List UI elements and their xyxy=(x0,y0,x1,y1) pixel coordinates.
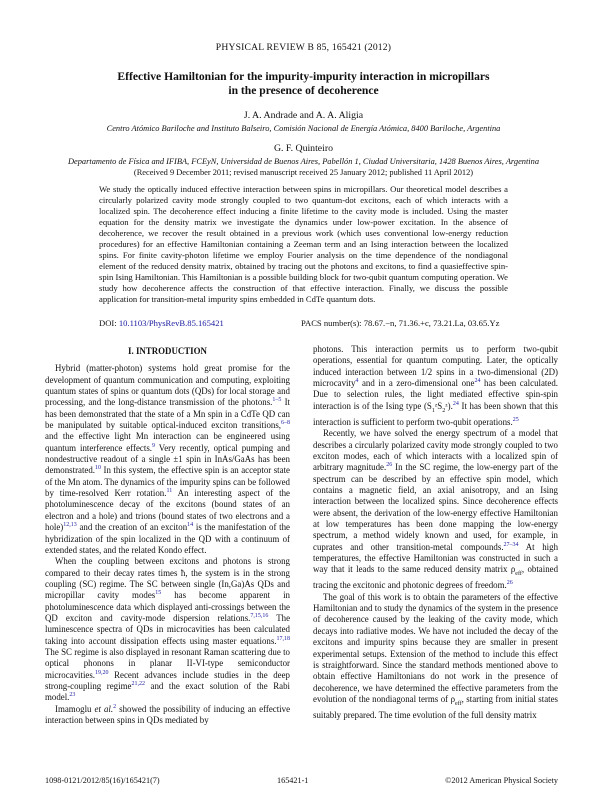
affiliation-2: Departamento de Física and IFIBA, FCEyN, Universidad de Buenos Aires, Pabellón 1, Ciudad Universitaria, 1428 Buenos Aires, Argentina xyxy=(67,157,540,166)
paragraph: Imamoglu et al.$^2$ showed the possibility of inducing an effective interaction between spins in QDs mediated by xyxy=(45,703,291,725)
ref[interactable]: 14 xyxy=(187,522,194,529)
journal-header: PHYSICAL REVIEW B 85, 165421 (2012) xyxy=(215,42,392,53)
ref[interactable]: 21,22 xyxy=(131,681,145,687)
doi-link[interactable]: 10.1103/PhysRevB.85.165421 xyxy=(118,318,224,328)
affiliation-1: Centro Atómico Bariloche and Instituto Balseiro, Comisión Nacional de Energía Atómica, 8400 Bariloche, Argentina xyxy=(106,124,501,133)
page-number: 165421-1 xyxy=(277,776,309,785)
ref[interactable]: 26 xyxy=(506,580,513,587)
footer-issn: 1098-0121/2012/85(16)/165421(7) xyxy=(45,776,160,785)
ref[interactable]: 17,18 xyxy=(276,635,290,642)
title-line-2: in the presence of decoherence xyxy=(228,84,379,97)
doi-label: DOI: xyxy=(99,318,117,328)
ref[interactable]: 7,15,16 xyxy=(250,612,269,619)
ref[interactable]: 10 xyxy=(95,465,102,472)
doi-line xyxy=(99,318,508,328)
title-line-1: Effective Hamiltonian for the impurity-impurity interaction in micropillars xyxy=(117,70,490,83)
right-column xyxy=(313,344,558,721)
paragraph: Hybrid (matter-photon) systems hold great promise for the development of quantum communication and computing, exploiting quantum states of spins or quantum dots (QDs) for local storage and processing, and the long-distance transmission of the photons.$^{1-5}$ It has been demonstrated that the state of a Mn spin in a CdTe QD can be manipulated by suitable optical-induced exciton transitions,$^{6-8}$ and the effective light Mn interaction can be engineered using quantum interference effects.$^9$ Very recently, optical pumping and nondestructive readout of a single ±1 spin in InAs/GaAs has been demonstrated.$^{10}$ In this system, the effective spin is an acceptor state of the Mn atom. The dynamics of the impurity spins can be followed by time-resolved Kerr rotation.$^{11}$ An interesting aspect of the photoluminescence decay of the excitons (bound states of an electron and a hole) and trions (bound states of two electrons and a hole)$^{12,13}$ and the creation of an exciton$^{14}$ is the manifestation of the hybridization of the spin localized in the QD with a continuum of extended states, and the related Kondo effect. xyxy=(45,363,290,555)
ref[interactable]: 23 xyxy=(69,692,76,699)
ref[interactable]: 1–5 xyxy=(272,397,282,404)
ref[interactable]: 27–34 xyxy=(503,541,519,548)
left-column xyxy=(45,344,290,726)
pacs-numbers: PACS number(s): 78.67.−n, 71.36.+c, 73.21.La, 03.65.Yz xyxy=(301,318,500,328)
ref[interactable]: 15 xyxy=(155,590,162,597)
ref[interactable]: 24 xyxy=(474,378,481,385)
ref[interactable]: 26 xyxy=(386,462,393,469)
paragraph: When the coupling between excitons and photons is strong compared to their decay rates times ħ, the system is in the strong coupling (SC) regime. The SC between single (In,Ga)As QDs and micropillar cavity modes$^{15}$ has become apparent in photoluminescence data which displayed anti-crossings between the QD exciton and cavity-mode dispersion relations.$^{7,15,16}$ The luminescence spectra of QDs in microcavities has been calculated taking into account dissipation effects using master equations.$^{17,18}$ The SC regime is also displayed in resonant Raman scattering due to optical phonons in planar II-VI-type semiconductor microcavities.$^{19,20}$ Recent advances include studies in the deep strong-coupling regime$^{21,22}$ and the exact solution of the Rabi model.$^{23}$ xyxy=(45,556,291,703)
ref[interactable]: 2 xyxy=(113,703,117,710)
ref[interactable]: 24 xyxy=(452,400,459,407)
ref[interactable]: 9 xyxy=(152,442,155,449)
abstract: We study the optically induced effective interaction between spins in micropillars. Our theoretical model describes a circularly polarized cavity mode strongly coupled to two quantum-dot excitons, each of which interacts with a localized spin. The decoherence effect inducing a finite lifetime to the cavity mode is included. Using the master equation for the density matrix we investigate the dynamics under low-power excitation. In the absence of decoherence, we recover the result obtained in a previous work (which uses conventional low-energy reduction procedures) for an effective Hamiltonian containing a Zeeman term and an Ising interaction between the localized spins. For finite cavity-photon lifetime we employ Fourier analysis on the time dependence of the nondiagonal element of the reduced density matrix, obtained by tracing out the photons and excitons, to find a quasieffective spin-spin Ising Hamiltonian. This Hamiltonian is a possible building block for two-qubit quantum computing operation. We study how decoherence affects the construction of that effective interaction. Finally, we discuss the possible application for transition-metal impurity spins embedded in CdTe quantum dots. xyxy=(99,184,508,305)
ref[interactable]: 12,13 xyxy=(63,522,77,529)
ref[interactable]: 6–8 xyxy=(281,420,290,427)
author-group-1: J. A. Andrade and A. A. Aligia xyxy=(243,110,364,121)
paragraph: Recently, we have solved the energy spectrum of a model that describes a circularly polarized cavity mode strongly coupled to two exciton modes, each of which interacts with a localized spin of arbitrary magnitude.$^{26}$ In the SC regime, the low-energy part of the spectrum can be described by an effective spin model, which contains a magnetic field, an axial anisotropy, and an Ising interaction between the localized spins. Since decoherence effects were absent, the derivation of the low-energy effective Hamiltonian at low temperatures has been done mapping the low-energy spectrum, a method widely known and used, for example, in cuprates and other transition-metal compounds.$^{27-34}$ At high temperatures, the effective Hamiltonian was constructed in such a way that it leads to the same reduced density matrix $\rho_{eff}$, obtained tracing the excitonic and photonic degrees of freedom.$^{26}$ xyxy=(313,428,559,591)
ref[interactable]: 11 xyxy=(166,488,173,495)
ref[interactable]: 4 xyxy=(355,378,359,385)
paper-title xyxy=(60,70,547,98)
ref[interactable]: 25 xyxy=(512,416,519,423)
ref[interactable]: 19,20 xyxy=(95,669,109,676)
paragraph: The goal of this work is to obtain the parameters of the effective Hamiltonian and to study the dynamics of the system in the presence of decoherence caused by the leaking of the cavity mode, which decays into radiative modes. We have not included the decay of the excitons and impurity spins because they are smaller in present experimental setups. Extension of the method to include this effect is straightforward. Since the standard methods mentioned above to obtain effective Hamiltonians do not work in the presence of decoherence, we have determined the effective parameters from the evolution of the nondiagonal terms of $\rho_{eff}$, starting from initial states suitably prepared. The time evolution of the full density matrix xyxy=(313,591,559,720)
author-group-2: G. F. Quinteiro xyxy=(273,143,334,154)
received-dates: (Received 9 December 2011; revised manuscript received 25 January 2012; published 11 April 2012) xyxy=(133,168,474,177)
section-heading: I. INTRODUCTION xyxy=(128,346,207,356)
paragraph: photons. This interaction permits us to perform two-qubit operations, essential for quantum computing. Later, the optically induced interaction between 1/2 spins in a two-dimensional (2D) microcavity$^4$ and in a zero-dimensional one$^{24}$ has been calculated. Due to selection rules, the light mediated effective spin-spin interaction is of the Ising type $(S_1ᶻS_2ᶻ).^{24}$ It has been shown that this interaction is sufficient to perform two-qubit operations.$^{25}$ xyxy=(313,344,559,427)
footer-copyright: ©2012 American Physical Society xyxy=(445,776,558,785)
